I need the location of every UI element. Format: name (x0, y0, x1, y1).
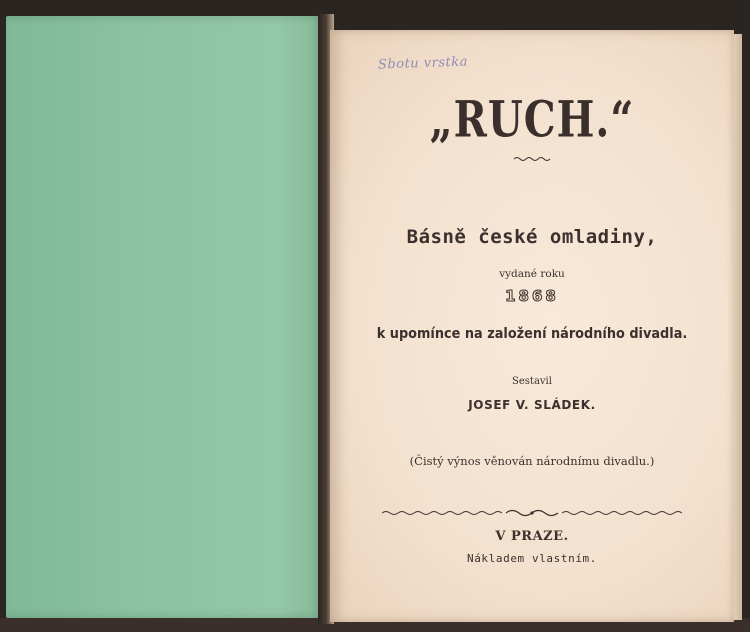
editor-name: JOSEF V. SLÁDEK. (468, 398, 596, 412)
proceeds-note: (Čistý výnos věnován národnímu divadlu.) (409, 454, 655, 468)
book-title: „RUCH.“ (429, 90, 635, 149)
issued-text: vydané roku (499, 268, 565, 280)
compiled-label: Sestavil (512, 376, 552, 387)
green-endpaper (6, 16, 324, 618)
wavy-rule-ornament (330, 155, 734, 163)
publication-year: 1868 (505, 287, 559, 305)
pencil-note: Sbotu vrstka (377, 54, 469, 73)
book-subtitle: Básně české omladiny, (406, 226, 658, 248)
dedication-line: k upomínce na založení národního divadla. (376, 326, 688, 342)
place-of-publication: V PRAZE. (495, 529, 569, 544)
decorative-divider (330, 508, 734, 518)
title-page (330, 30, 734, 622)
publisher-line: Nákladem vlastním. (466, 552, 597, 565)
